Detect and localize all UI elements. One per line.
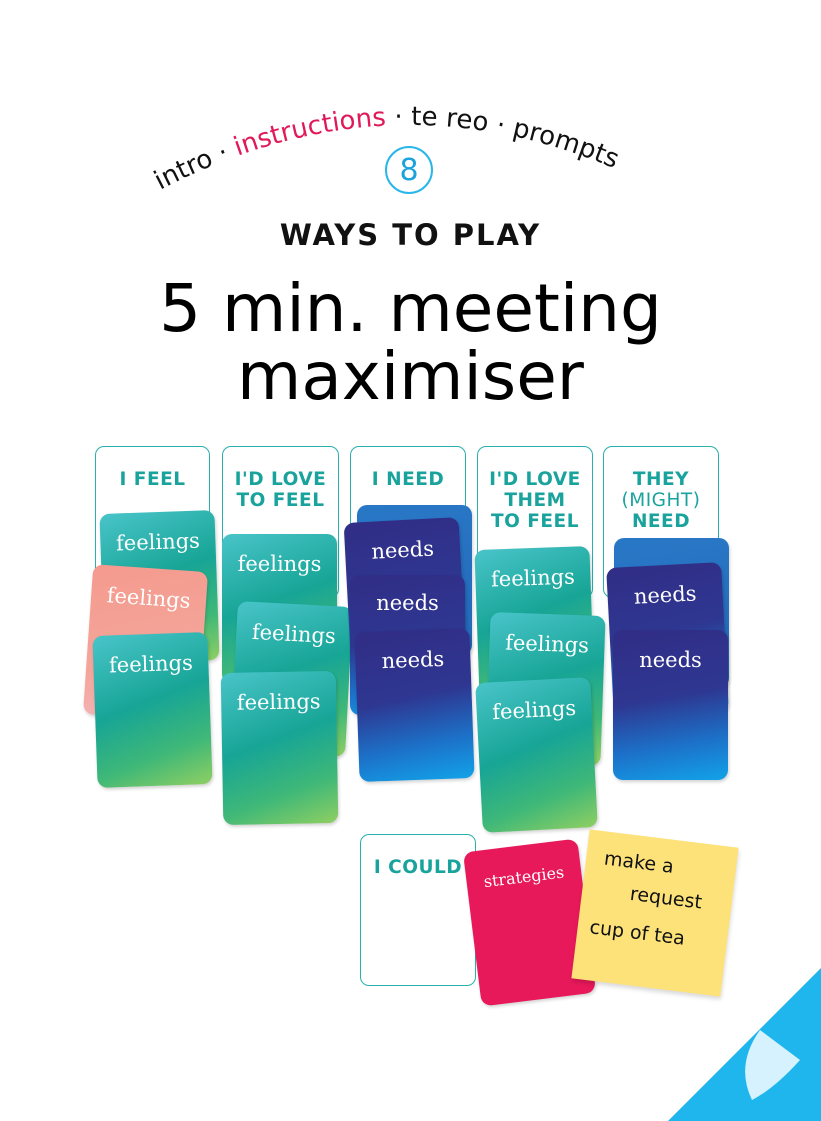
feelings-card[interactable]: [92, 632, 212, 788]
slot-label: I'D LOVE: [489, 469, 581, 490]
card-label: needs: [633, 581, 698, 609]
needs-card[interactable]: [613, 630, 728, 780]
feelings-card[interactable]: [475, 677, 598, 833]
section-subtitle: WAYS TO PLAY: [279, 218, 542, 252]
nav-separator: ·: [494, 109, 508, 141]
nav-instructions[interactable]: instructions: [230, 102, 387, 163]
slot-label: I'D LOVE: [234, 469, 327, 490]
sticky-line-3: cup of tea: [588, 916, 687, 950]
card-label: feelings: [236, 689, 321, 715]
page-number-badge: 8: [385, 146, 433, 194]
feelings-card[interactable]: [221, 671, 339, 825]
card-label: needs: [381, 646, 445, 674]
slot-label: TO FEEL: [236, 490, 325, 511]
card-label: feelings: [490, 564, 576, 592]
slot-label: I COULD: [373, 857, 463, 878]
page-title: [0, 270, 821, 415]
card-label: feelings: [237, 552, 322, 576]
slot-i-could: [360, 834, 476, 986]
sticky-note[interactable]: [571, 829, 738, 996]
slot-label: THEY: [632, 469, 690, 490]
nav-prompts[interactable]: prompts: [510, 113, 624, 175]
slot-label: I NEED: [371, 469, 445, 490]
slot-label: (MIGHT): [621, 490, 701, 511]
strategies-card[interactable]: [463, 839, 596, 1007]
card-label: needs: [639, 648, 702, 672]
card-label: needs: [370, 536, 435, 564]
card-label: needs: [376, 591, 439, 615]
slot-label: TO FEEL: [491, 511, 579, 532]
nav-te-reo[interactable]: te reo: [411, 101, 491, 139]
sticky-line-1: make a: [602, 847, 675, 878]
card-label: feelings: [105, 583, 192, 614]
card-label: feelings: [115, 528, 201, 556]
card-label: feelings: [491, 695, 577, 725]
card-label: feelings: [108, 650, 194, 678]
needs-card[interactable]: [354, 628, 474, 782]
title-line-2: maximiser: [237, 338, 584, 415]
slot-label: THEM: [504, 490, 566, 511]
nav-intro[interactable]: intro: [149, 143, 218, 197]
sticky-line-2: request: [628, 882, 704, 914]
nav-separator: ·: [394, 102, 404, 133]
nav-separator: ·: [213, 137, 233, 169]
svg-text:intro · instructio: [150, 102, 624, 196]
card-label: strategies: [482, 862, 566, 892]
card-label: feelings: [504, 630, 590, 658]
title-line-1: 5 min. meeting: [159, 270, 662, 347]
card-label: feelings: [251, 619, 337, 649]
slot-label: NEED: [631, 511, 691, 532]
slot-label: I FEEL: [119, 469, 186, 490]
